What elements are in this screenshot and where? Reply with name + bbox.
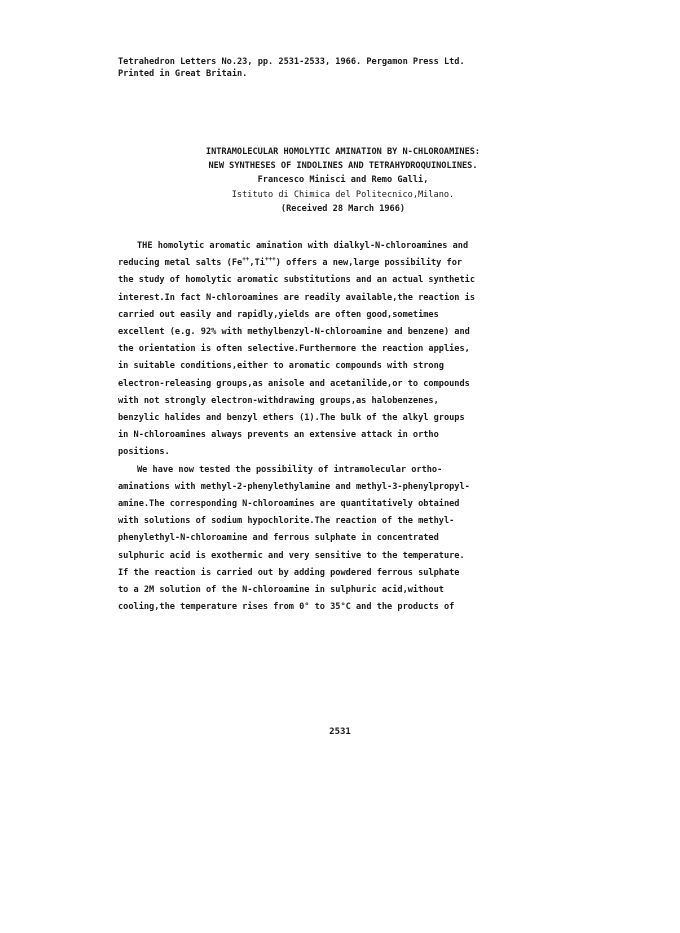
text-line: cooling,the temperature rises from 0° to 35°C and the products of	[118, 602, 455, 613]
text-line: carried out easily and rapidly,yields are often good,sometimes	[118, 309, 439, 320]
text-line: to a 2M solution of the N-chloroamine in sulphuric acid,without	[118, 585, 444, 596]
text-line: If the reaction is carried out by adding powdered ferrous sulphate	[118, 567, 460, 578]
page-number: 2531	[329, 727, 351, 737]
text-line: amine.The corresponding N-chloroamines are quantitatively obtained	[118, 499, 460, 510]
text-line: the study of homolytic aromatic substitutions and an actual synthetic	[118, 275, 475, 286]
paragraph-2	[118, 462, 568, 617]
text-line: sulphuric acid is exothermic and very sensitive to the temperature.	[118, 550, 465, 561]
text-line: benzylic halides and benzyl ethers (1).The bulk of the alkyl groups	[118, 413, 465, 424]
authors: Francesco Minisci and Remo Galli,	[257, 175, 429, 186]
paper-title-line-1: INTRAMOLECULAR HOMOLYTIC AMINATION BY N-CHLOROAMINES:	[205, 147, 481, 157]
text-line: We have now tested the possibility of intramolecular ortho-	[137, 464, 443, 475]
affiliation: Istituto di Chimica del Politecnico,Milano.	[231, 189, 455, 200]
text-line: in suitable conditions,either to aromatic compounds with strong	[118, 361, 444, 372]
text-line: with solutions of sodium hypochlorite.The reaction of the methyl-	[118, 516, 455, 527]
journal-citation: Tetrahedron Letters No.23, pp. 2531-2533, 1966. Pergamon Press Ltd.	[118, 57, 465, 67]
journal-header	[118, 56, 465, 80]
received-date: (Received 28 March 1966)	[280, 203, 406, 214]
text-line: phenylethyl-N-chloroamine and ferrous sulphate in concentrated	[118, 533, 439, 544]
body-text	[118, 238, 568, 616]
title-block	[118, 145, 568, 216]
text-line: with not strongly electron-withdrawing groups,as halobenzenes,	[118, 395, 439, 406]
text-line: aminations with methyl-2-phenylethylamine and methyl-3-phenylpropyl-	[118, 481, 470, 492]
paragraph-1	[118, 238, 568, 462]
paper-title-line-2: NEW SYNTHESES OF INDOLINES AND TETRAHYDROQUINOLINES.	[208, 161, 478, 172]
text-line: interest.In fact N-chloroamines are readily available,the reaction is	[118, 292, 475, 303]
printed-in: Printed in Great Britain.	[118, 69, 248, 79]
text-line: positions.	[118, 447, 170, 458]
text-line: reducing metal salts (Fe++,Ti+++) offers a new,large possibility for	[118, 256, 463, 269]
text-line: in N-chloroamines always prevents an extensive attack in ortho	[118, 430, 439, 441]
text-line: THE homolytic aromatic amination with dialkyl-N-chloroamines and	[137, 241, 469, 251]
text-line: the orientation is often selective.Furthermore the reaction applies,	[118, 344, 470, 355]
text-line: electron-releasing groups,as anisole and acetanilide,or to compounds	[118, 378, 470, 389]
text-line: excellent (e.g. 92% with methylbenzyl-N-chloroamine and benzene) and	[118, 327, 470, 338]
